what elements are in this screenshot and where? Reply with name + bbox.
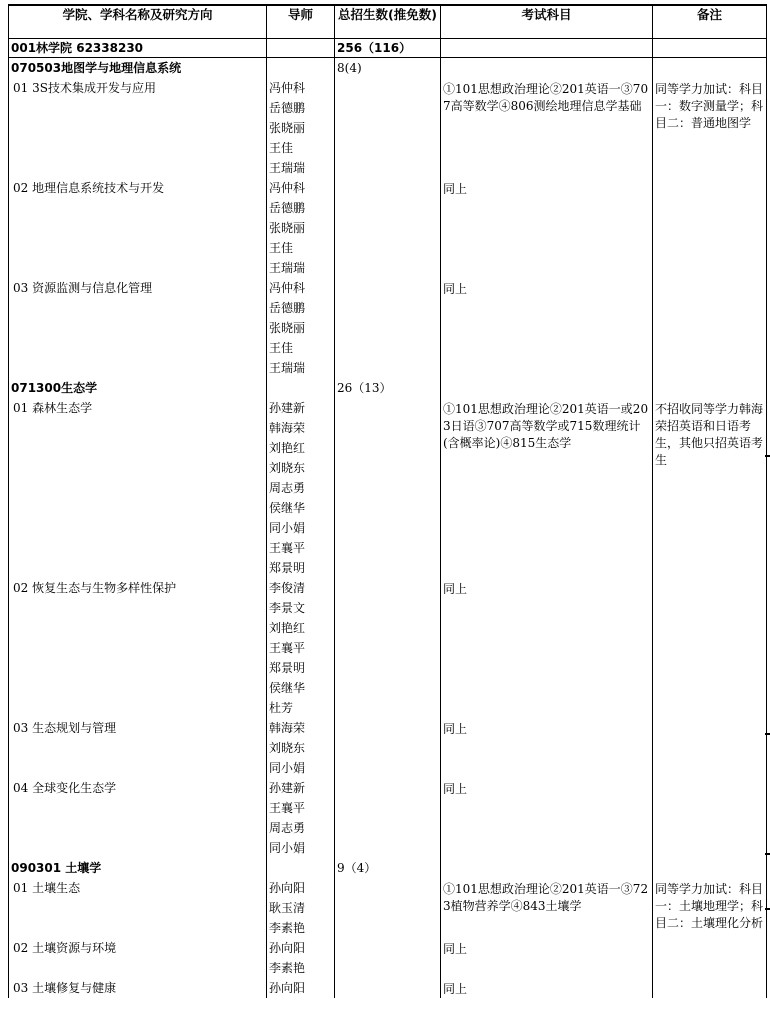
direction-quota-empty bbox=[335, 178, 441, 278]
tutor-name: 李景文 bbox=[269, 601, 306, 615]
major-row bbox=[9, 858, 767, 878]
direction-note bbox=[653, 718, 767, 778]
tutor-name: 韩海荣 bbox=[269, 721, 306, 735]
major-note-empty bbox=[653, 858, 767, 878]
tutor-name: 郑景明 bbox=[269, 661, 306, 675]
exam-subjects: 同上 bbox=[441, 718, 653, 778]
direction-quota-empty bbox=[335, 778, 441, 858]
direction-name: 03 资源监测与信息化管理 bbox=[9, 278, 267, 378]
major-exam-empty bbox=[441, 378, 653, 398]
tutor-name: 李素艳 bbox=[269, 921, 306, 935]
exam-subjects: ①101思想政治理论②201英语一③723植物营养学④843土壤学 bbox=[441, 878, 653, 938]
tutor-name: 张晓丽 bbox=[269, 121, 306, 135]
tutor-list bbox=[267, 178, 335, 278]
major-tutor-empty bbox=[267, 858, 335, 878]
major-name: 090301 土壤学 bbox=[9, 858, 267, 878]
tutor-name: 侯继华 bbox=[269, 681, 306, 695]
exam-subjects: ①101思想政治理论②201英语一③707高等数学④806测绘地理信息学基础 bbox=[441, 78, 653, 178]
tutor-name: 韩海荣 bbox=[269, 421, 306, 435]
tutor-name: 王瑞瑞 bbox=[269, 361, 306, 375]
tutor-list bbox=[267, 778, 335, 858]
tutor-list bbox=[267, 78, 335, 178]
header-total-quota: 总招生数(推免数) bbox=[335, 5, 441, 39]
tutor-name: 刘艳红 bbox=[269, 441, 306, 455]
direction-note bbox=[653, 938, 767, 978]
direction-row bbox=[9, 978, 767, 998]
tutor-name: 王瑞瑞 bbox=[269, 161, 306, 175]
margin-mark bbox=[765, 455, 770, 457]
tutor-name: 同小娟 bbox=[269, 761, 306, 775]
direction-quota-empty bbox=[335, 978, 441, 998]
college-exam-empty bbox=[441, 39, 653, 58]
tutor-list bbox=[267, 718, 335, 778]
tutor-name: 冯仲科 bbox=[269, 281, 306, 295]
major-quota: 26（13） bbox=[335, 378, 441, 398]
direction-quota-empty bbox=[335, 398, 441, 578]
direction-note bbox=[653, 778, 767, 858]
direction-row bbox=[9, 278, 767, 378]
direction-note: 同等学力加试：科目一：土壤地理学；科目二：土壤理化分析 bbox=[653, 878, 767, 938]
margin-mark bbox=[765, 908, 770, 910]
direction-row bbox=[9, 398, 767, 578]
exam-subjects: ①101思想政治理论②201英语一或203日语③707高等数学或715数理统计(含概率论)④815生态学 bbox=[441, 398, 653, 578]
tutor-name: 王襄平 bbox=[269, 641, 306, 655]
direction-row bbox=[9, 718, 767, 778]
direction-name: 03 生态规划与管理 bbox=[9, 718, 267, 778]
direction-note: 不招收同等学力韩海荣招英语和日语考生，其他只招英语考生 bbox=[653, 398, 767, 578]
header-exam-subjects: 考试科目 bbox=[441, 5, 653, 39]
direction-name: 02 恢复生态与生物多样性保护 bbox=[9, 578, 267, 718]
enrollment-document bbox=[8, 4, 766, 998]
major-quota: 9（4） bbox=[335, 858, 441, 878]
tutor-name: 岳德鹏 bbox=[269, 201, 306, 215]
direction-note: 同等学力加试：科目一：数字测量学；科目二：普通地图学 bbox=[653, 78, 767, 178]
tutor-name: 冯仲科 bbox=[269, 181, 306, 195]
tutor-name: 侯继华 bbox=[269, 501, 306, 515]
direction-name: 02 土壤资源与环境 bbox=[9, 938, 267, 978]
tutor-name: 张晓丽 bbox=[269, 321, 306, 335]
tutor-name: 王襄平 bbox=[269, 541, 306, 555]
tutor-name: 张晓丽 bbox=[269, 221, 306, 235]
direction-quota-empty bbox=[335, 938, 441, 978]
margin-mark bbox=[765, 733, 770, 735]
tutor-name: 李素艳 bbox=[269, 961, 306, 975]
enrollment-table bbox=[8, 4, 767, 998]
tutor-name: 周志勇 bbox=[269, 481, 306, 495]
tutor-name: 孙向阳 bbox=[269, 941, 306, 955]
direction-note bbox=[653, 978, 767, 998]
major-name: 070503地图学与地理信息系统 bbox=[9, 58, 267, 79]
college-total: 256（116） bbox=[335, 39, 441, 58]
direction-row bbox=[9, 178, 767, 278]
tutor-name: 岳德鹏 bbox=[269, 101, 306, 115]
tutor-name: 杜芳 bbox=[269, 701, 294, 715]
tutor-list bbox=[267, 878, 335, 938]
tutor-name: 同小娟 bbox=[269, 841, 306, 855]
major-name: 071300生态学 bbox=[9, 378, 267, 398]
tutor-list bbox=[267, 578, 335, 718]
tutor-name: 刘晓东 bbox=[269, 741, 306, 755]
direction-name: 03 土壤修复与健康 bbox=[9, 978, 267, 998]
header-notes: 备注 bbox=[653, 5, 767, 39]
direction-row bbox=[9, 938, 767, 978]
tutor-name: 孙向阳 bbox=[269, 981, 306, 995]
major-exam-empty bbox=[441, 58, 653, 79]
major-note-empty bbox=[653, 58, 767, 79]
direction-quota-empty bbox=[335, 278, 441, 378]
direction-name: 02 地理信息系统技术与开发 bbox=[9, 178, 267, 278]
tutor-name: 孙建新 bbox=[269, 781, 306, 795]
tutor-name: 孙向阳 bbox=[269, 881, 306, 895]
exam-subjects: 同上 bbox=[441, 978, 653, 998]
tutor-name: 刘晓东 bbox=[269, 461, 306, 475]
direction-row bbox=[9, 578, 767, 718]
direction-quota-empty bbox=[335, 578, 441, 718]
direction-note bbox=[653, 278, 767, 378]
tutor-list bbox=[267, 978, 335, 998]
direction-quota-empty bbox=[335, 878, 441, 938]
tutor-name: 王襄平 bbox=[269, 801, 306, 815]
direction-name: 01 3S技术集成开发与应用 bbox=[9, 78, 267, 178]
tutor-name: 王佳 bbox=[269, 141, 294, 155]
exam-subjects: 同上 bbox=[441, 178, 653, 278]
exam-subjects: 同上 bbox=[441, 778, 653, 858]
tutor-name: 冯仲科 bbox=[269, 81, 306, 95]
tutor-name: 李俊清 bbox=[269, 581, 306, 595]
direction-name: 04 全球变化生态学 bbox=[9, 778, 267, 858]
direction-quota-empty bbox=[335, 78, 441, 178]
tutor-list bbox=[267, 938, 335, 978]
major-exam-empty bbox=[441, 858, 653, 878]
direction-row bbox=[9, 778, 767, 858]
college-name: 001林学院 62338230 bbox=[9, 39, 267, 58]
tutor-name: 岳德鹏 bbox=[269, 301, 306, 315]
college-tutor-empty bbox=[267, 39, 335, 58]
direction-note bbox=[653, 578, 767, 718]
major-tutor-empty bbox=[267, 58, 335, 79]
tutor-list bbox=[267, 278, 335, 378]
table-header-row bbox=[9, 5, 767, 39]
margin-mark bbox=[765, 853, 770, 855]
tutor-name: 孙建新 bbox=[269, 401, 306, 415]
direction-name: 01 土壤生态 bbox=[9, 878, 267, 938]
exam-subjects: 同上 bbox=[441, 278, 653, 378]
tutor-name: 同小娟 bbox=[269, 521, 306, 535]
tutor-name: 王佳 bbox=[269, 341, 294, 355]
major-row bbox=[9, 378, 767, 398]
tutor-name: 耿玉清 bbox=[269, 901, 306, 915]
direction-name: 01 森林生态学 bbox=[9, 398, 267, 578]
major-row bbox=[9, 58, 767, 79]
direction-row bbox=[9, 878, 767, 938]
major-tutor-empty bbox=[267, 378, 335, 398]
header-tutor: 导师 bbox=[267, 5, 335, 39]
tutor-name: 周志勇 bbox=[269, 821, 306, 835]
tutor-name: 王瑞瑞 bbox=[269, 261, 306, 275]
exam-subjects: 同上 bbox=[441, 938, 653, 978]
major-note-empty bbox=[653, 378, 767, 398]
direction-note bbox=[653, 178, 767, 278]
major-quota: 8(4) bbox=[335, 58, 441, 79]
tutor-name: 王佳 bbox=[269, 241, 294, 255]
exam-subjects: 同上 bbox=[441, 578, 653, 718]
college-row bbox=[9, 39, 767, 58]
direction-row bbox=[9, 78, 767, 178]
tutor-list bbox=[267, 398, 335, 578]
direction-quota-empty bbox=[335, 718, 441, 778]
tutor-name: 郑景明 bbox=[269, 561, 306, 575]
header-college-major: 学院、学科名称及研究方向 bbox=[9, 5, 267, 39]
college-note-empty bbox=[653, 39, 767, 58]
tutor-name: 刘艳红 bbox=[269, 621, 306, 635]
